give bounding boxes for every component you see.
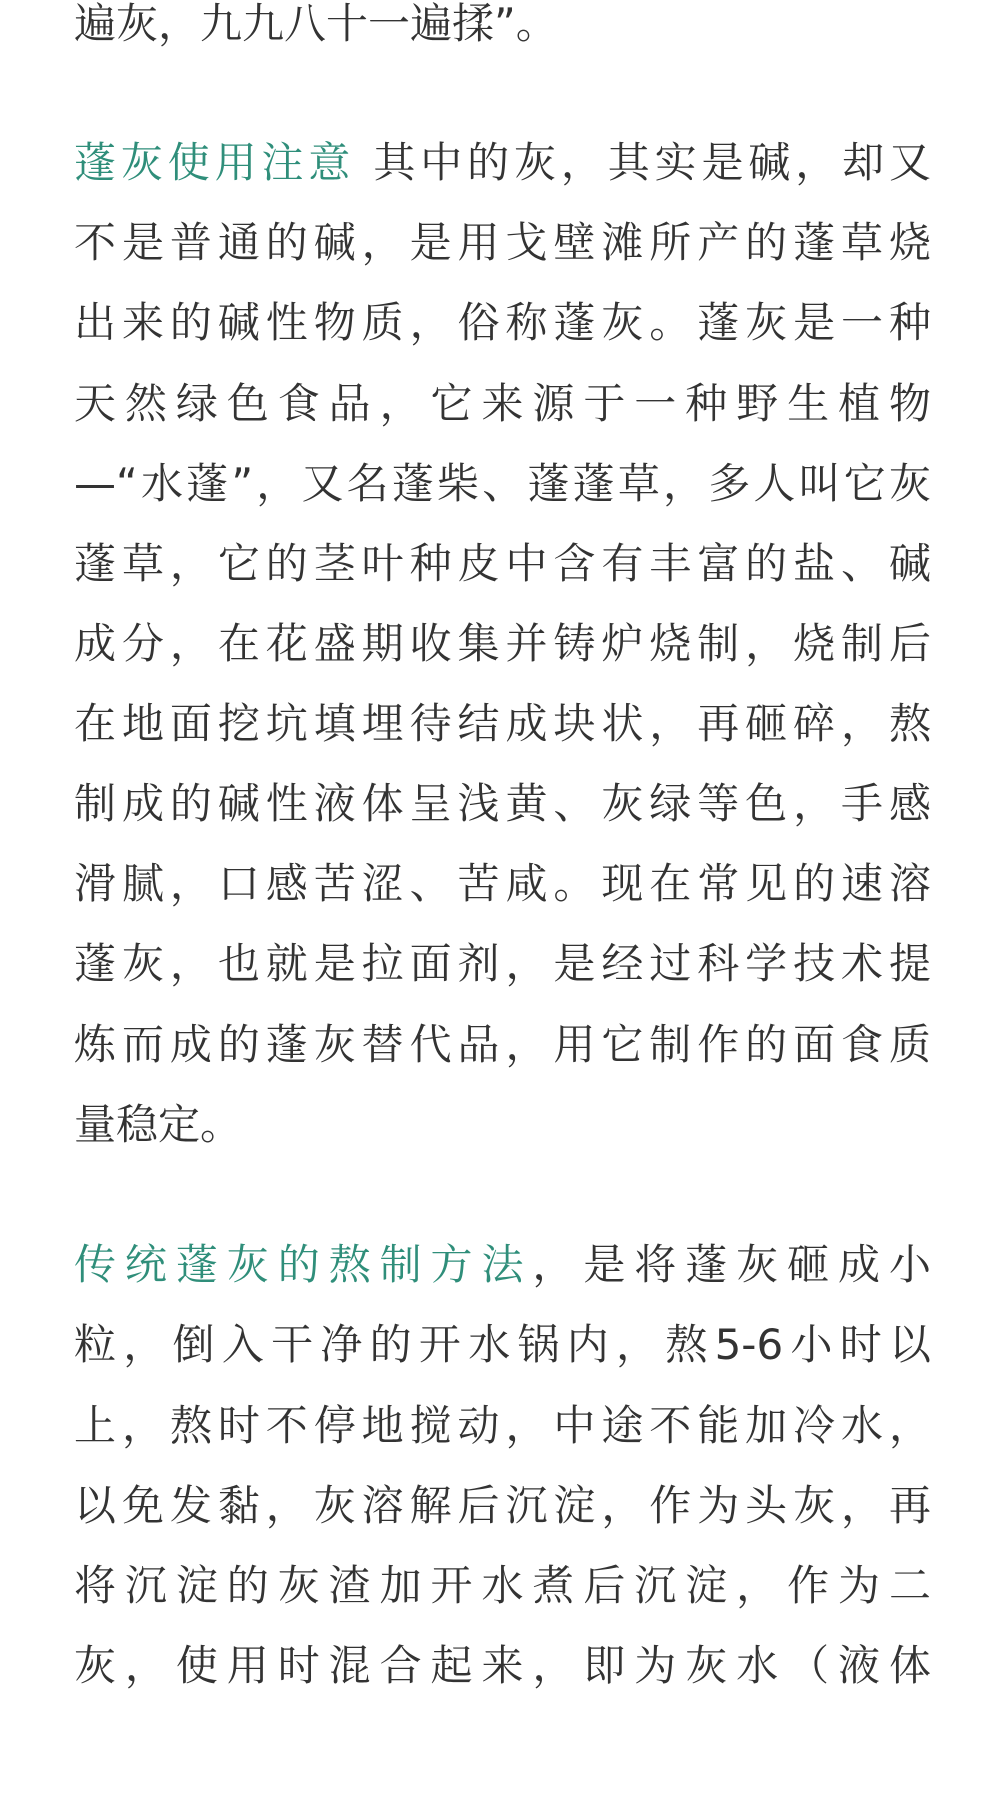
text-line: 出来的碱性物质，俗称蓬灰。蓬灰是一种 (74, 298, 931, 347)
text-line: 以免发黏，灰溶解后沉淀，作为头灰，再 (74, 1481, 931, 1530)
section-heading-traditional-method: 传统蓬灰的熬制方法 (74, 1240, 533, 1289)
text-line: 滑腻，口感苦涩、苦咸。现在常见的速溶 (74, 859, 931, 908)
text-line: 上，熬时不停地搅动，中途不能加冷水， (74, 1401, 931, 1450)
text-line: 遍灰，九九八十一遍揉”。 (74, 0, 558, 48)
text-line: 量稳定。 (74, 1100, 243, 1149)
section-heading-penghui-usage: 蓬灰使用注意 (74, 138, 356, 187)
text-line: 制成的碱性液体呈浅黄、灰绿等色，手感 (74, 779, 931, 828)
text-line: 炼而成的蓬灰替代品，用它制作的面食质 (74, 1020, 931, 1069)
text-line: 不是普通的碱，是用戈壁滩所产的蓬草烧 (74, 218, 931, 267)
text-line: 粒，倒入干净的开水锅内，熬5-6小时以 (74, 1320, 931, 1369)
text-line (74, 137, 931, 189)
text-line: 将沉淀的灰渣加开水煮后沉淀，作为二 (74, 1561, 931, 1610)
text-line: 在地面挖坑填埋待结成块状，再砸碎，熬 (74, 699, 931, 748)
text-line (74, 1239, 931, 1291)
text-fragment: 其中的灰，其实是碱，却又 (355, 138, 931, 187)
text-line: —“水蓬”，又名蓬柴、蓬蓬草，多人叫它灰 (74, 459, 931, 508)
text-line: 天然绿色食品，它来源于一种野生植物 (74, 379, 931, 428)
text-fragment: ，是将蓬灰砸成小 (532, 1240, 931, 1289)
text-line: 蓬草，它的茎叶种皮中含有丰富的盐、碱 (74, 539, 931, 588)
text-line: 灰，使用时混合起来，即为灰水（液体 (74, 1641, 931, 1690)
text-line: 成分，在花盛期收集并铸炉烧制，烧制后 (74, 619, 931, 668)
text-line: 蓬灰，也就是拉面剂，是经过科学技术提 (74, 939, 931, 988)
